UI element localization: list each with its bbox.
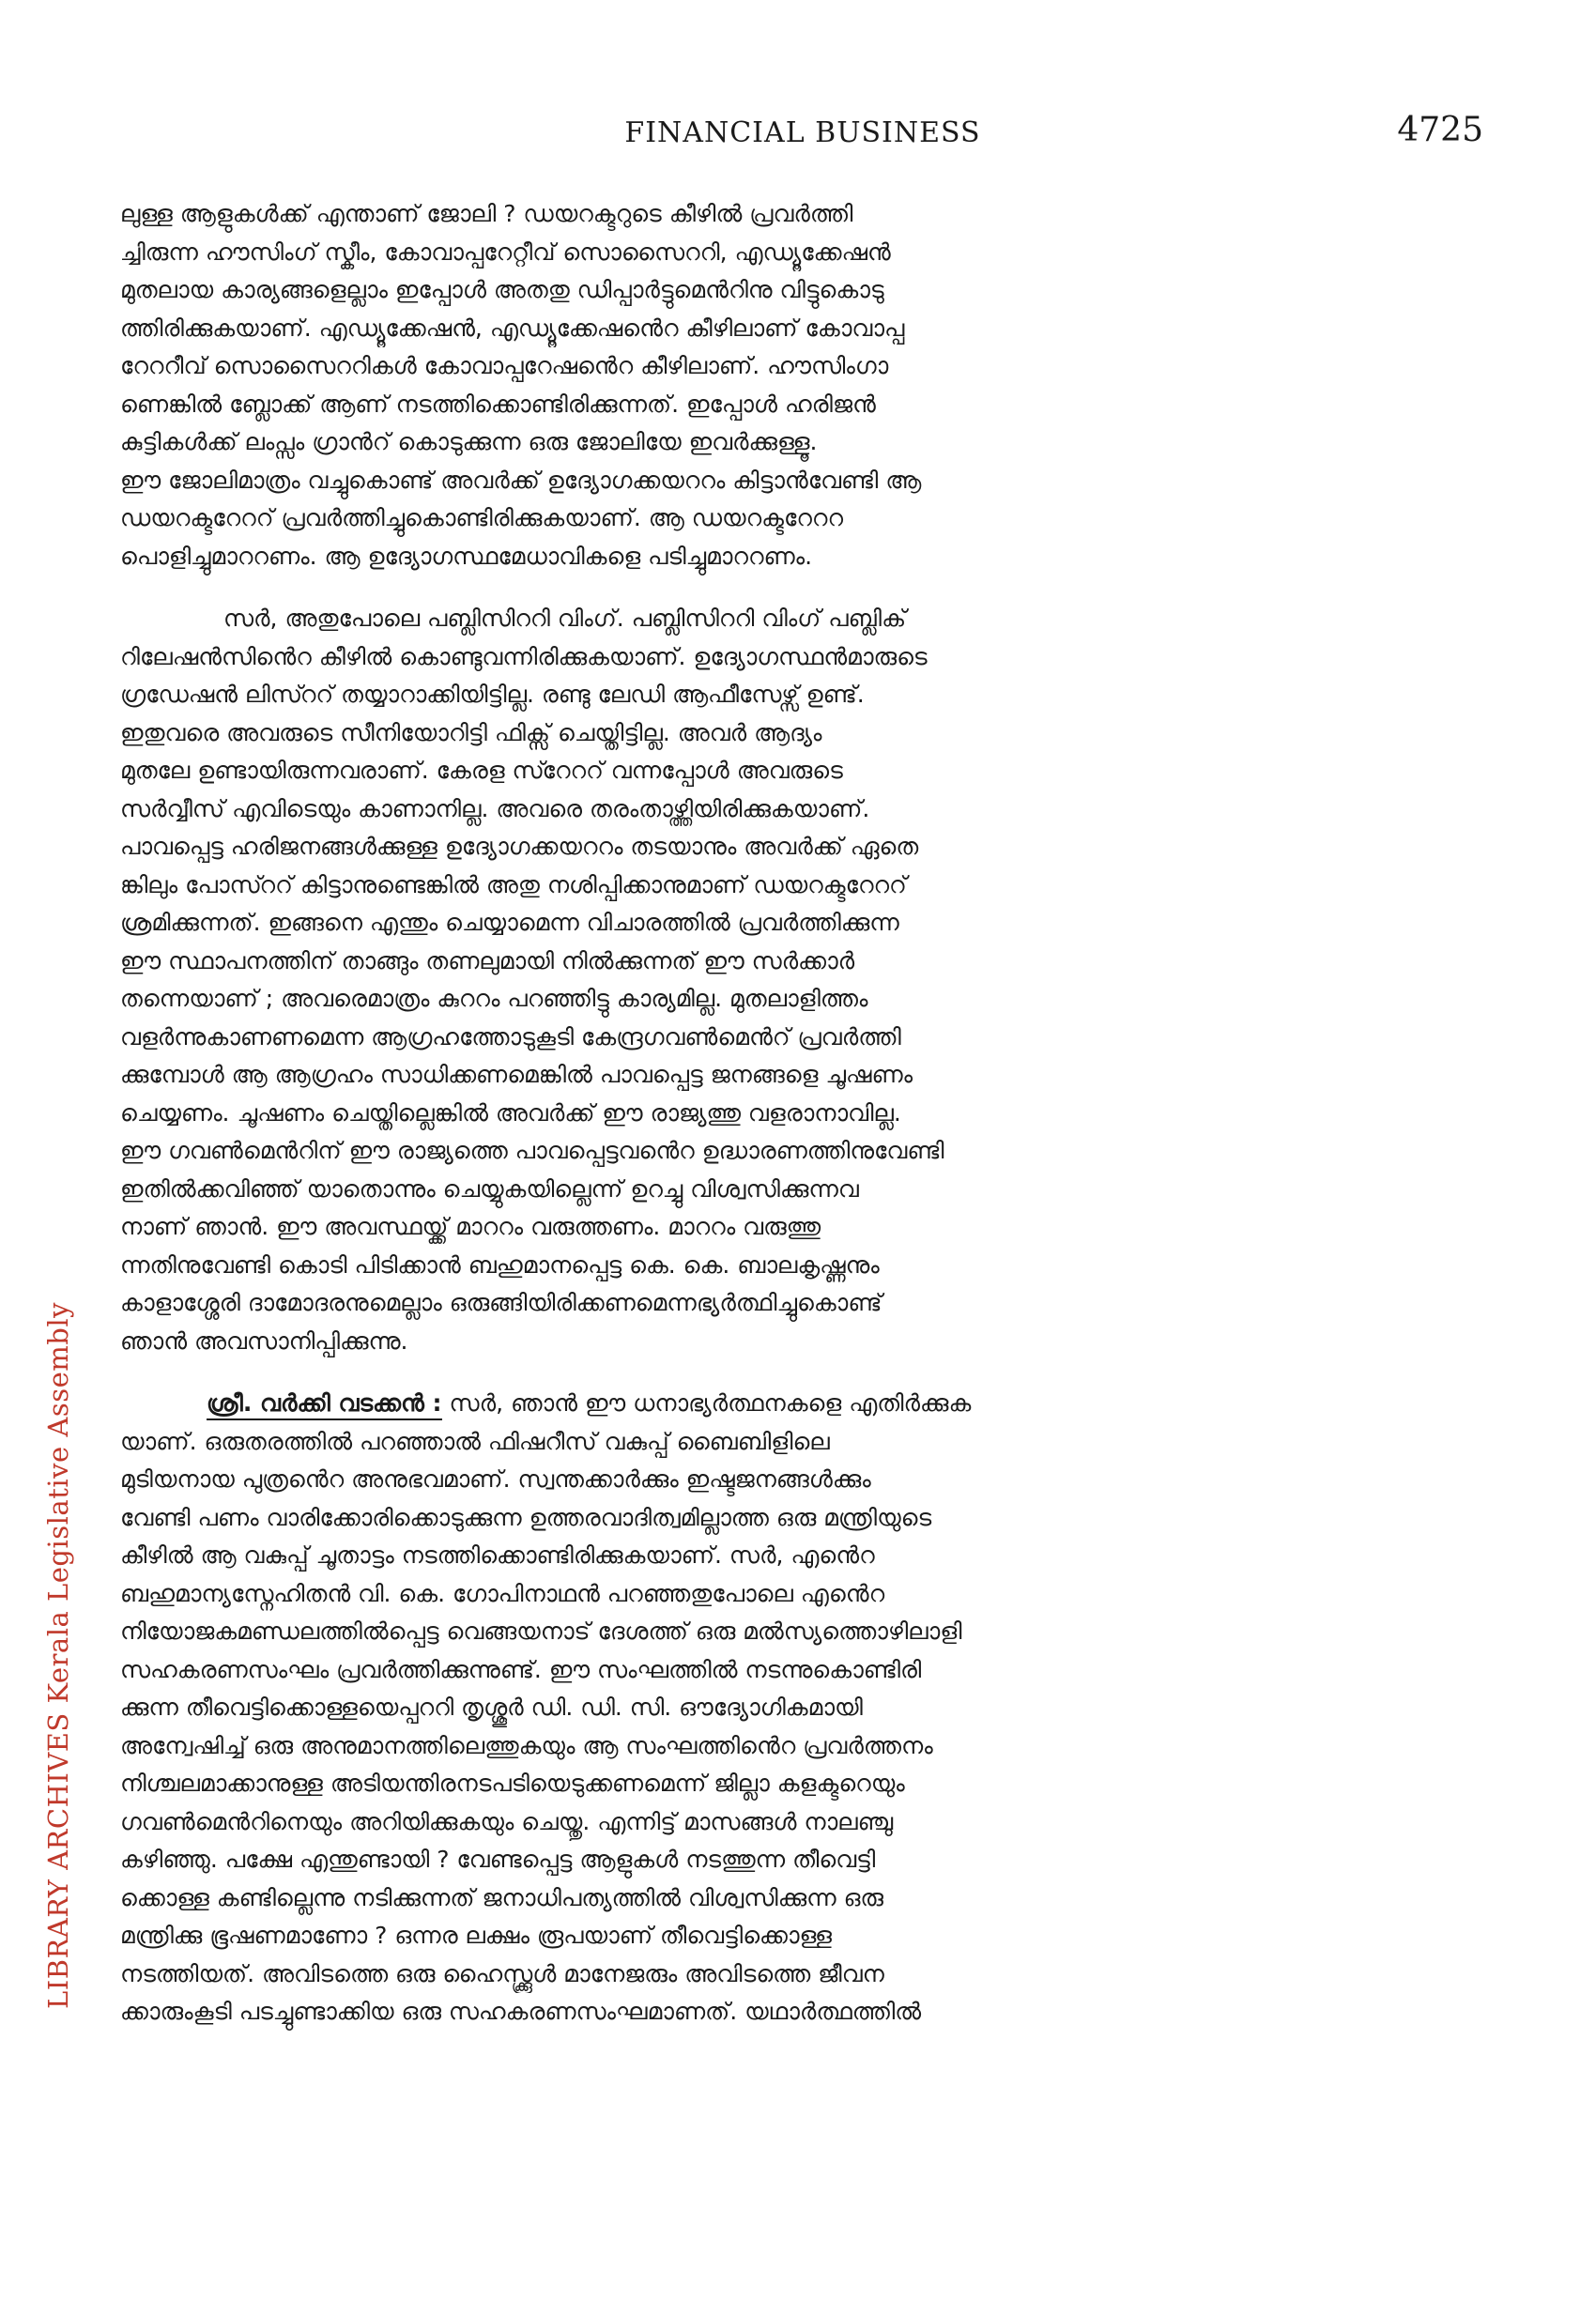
header-title: FINANCIAL BUSINESS <box>624 116 981 149</box>
text-line: കഴിഞ്ഞു. പക്ഷേ എന്തുണ്ടായി ? വേണ്ടപ്പെട്ട ആളുകൾ നടത്തുന്ന തീവെട്ടി <box>120 1846 876 1873</box>
text-line: ണെങ്കിൽ ബ്ലോക്ക് ആണ് നടത്തിക്കൊണ്ടിരിക്കുന്നത്. ഇപ്പോൾ ഹരിജൻ <box>120 390 876 418</box>
text-line: നാണ് ഞാൻ. ഈ അവസ്ഥയ്ക്ക് മാററം വരുത്തണം. മാററം വരുത്തു <box>120 1213 821 1240</box>
text-line: ബഹുമാന്യസ്നേഹിതൻ വി. കെ. ഗോപിനാഥൻ പറഞ്ഞതുപോലെ എൻെറ <box>120 1579 885 1607</box>
text-line: ക്കുന്ന തീവെട്ടിക്കൊള്ളയെപ്പററി തൃശ്ശൂർ ഡി. ഡി. സി. ഔദ്യോഗികമായി <box>120 1694 863 1721</box>
text-line: ഇതിൽക്കവിഞ്ഞ് യാതൊന്നും ചെയ്യുകയില്ലെന്ന് ഉറച്ചു വിശ്വസിക്കുന്നവ <box>120 1174 859 1203</box>
text-line: കാളാശ്ശേരി ദാമോദരനുമെല്ലാം ഒരുങ്ങിയിരിക്കണമെന്നഭ്യർത്ഥിച്ചുകൊണ്ട് <box>120 1289 882 1316</box>
text-line: ങ്കിലും പോസ്ററ് കിട്ടാനുണ്ടെങ്കിൽ അതു നശിപ്പിക്കാനുമാണ് ഡയറക്ടറേററ് <box>120 870 907 898</box>
text-line: നിശ്ചലമാക്കാനുള്ള അടിയന്തിരനടപടിയെടുക്കണമെന്ന് ജില്ലാ കളക്ടറെയും <box>120 1770 905 1797</box>
text-line: സർ, അതുപോലെ പബ്ലിസിററി വിംഗ്. പബ്ലിസിററി വിംഗ് പബ്ലിക് <box>223 605 907 632</box>
text-line: നിയോജകമണ്ഡലത്തിൽപ്പെട്ട വെങ്ങയനാട് ദേശത്ത് ഒരു മൽസ്യത്തൊഴിലാളി <box>120 1618 962 1645</box>
archive-watermark: LIBRARY ARCHIVES Kerala Legislative Assembly <box>42 1302 74 2009</box>
speaker-name: ശ്രീ. വർക്കി വടക്കൻ : <box>207 1389 442 1420</box>
text-line: ലുള്ള ആളുകൾക്ക് എന്താണ് ജോലി ? ഡയറക്ടറുടെ കീഴിൽ പ്രവർത്തി <box>120 200 853 227</box>
text-line: ചെയ്യണം. ചൂഷണം ചെയ്തില്ലെങ്കിൽ അവർക്ക് ഈ രാജ്യത്തു വളരാനാവില്ല. <box>120 1098 901 1127</box>
text-line: ന്നതിനുവേണ്ടി കൊടി പിടിക്കാൻ ബഹുമാനപ്പെട്ട കെ. കെ. ബാലകൃഷ്ണനും <box>120 1250 880 1279</box>
text-line: പാവപ്പെട്ട ഹരിജനങ്ങൾക്കുള്ള ഉദ്യോഗക്കയററം തടയാനും അവർക്ക് ഏതെ <box>120 833 919 860</box>
text-line: നടത്തിയത്. അവിടത്തെ ഒരു ഹൈസ്ക്കൂൾ മാനേജരും അവിടത്തെ ജീവന <box>120 1959 884 1987</box>
text-line: യാണ്. ഒരുതരത്തിൽ പറഞ്ഞാൽ ഫിഷറീസ് വകുപ്പ് ബൈബിളിലെ <box>120 1427 830 1455</box>
text-line: ഡയറക്ടറേററ് പ്രവർത്തിച്ചുകൊണ്ടിരിക്കുകയാണ്. ആ ഡയറക്ടറേററ <box>120 504 843 531</box>
text-line: ക്കൊള്ള കണ്ടില്ലെന്നു നടിക്കുന്നത് ജനാധിപത്യത്തിൽ വിശ്വസിക്കുന്ന ഒരു <box>120 1883 884 1911</box>
text-line: അന്വേഷിച്ച് ഒരു അനുമാനത്തിലെത്തുകയും ആ സംഘത്തിൻെറ പ്രവർത്തനം <box>120 1731 933 1759</box>
text-line: ഈ ഗവൺമെൻറിന് ഈ രാജ്യത്തെ പാവപ്പെട്ടവൻെറ ഉദ്ധാരണത്തിനുവേണ്ടി <box>120 1137 944 1164</box>
text-line: മുടിയനായ പുത്രൻെറ അനുഭവമാണ്. സ്വന്തക്കാർക്കും ഇഷ്ടജനങ്ങൾക്കും <box>120 1465 871 1493</box>
text-line: വേണ്ടി പണം വാരിക്കോരിക്കൊടുക്കുന്ന ഉത്തരവാദിത്വമില്ലാത്ത ഒരു മന്ത്രിയുടെ <box>120 1503 932 1531</box>
speech-opening-line <box>120 1385 1486 1423</box>
page-number: 4725 <box>1397 111 1483 149</box>
body-text <box>120 195 1486 2032</box>
text-line: ക്കാരുംകൂടി പടച്ചുണ്ടാക്കിയ ഒരു സഹകരണസംഘമാണത്. യഥാർത്ഥത്തിൽ <box>120 1998 922 2025</box>
text-line: പൊളിച്ചുമാററണം. ആ ഉദ്യോഗസ്ഥമേധാവികളെ പടിച്ചുമാററണം. <box>120 542 813 570</box>
text-line: സർവ്വീസ് എവിടെയും കാണാനില്ല. അവരെ തരംതാഴ്ത്തിയിരിക്കുകയാണ്. <box>120 794 870 822</box>
text-line: ശ്രമിക്കുന്നത്. ഇങ്ങനെ എന്തും ചെയ്യാമെന്ന വിചാരത്തിൽ പ്രവർത്തിക്കുന്ന <box>120 909 899 936</box>
text-line: കീഴിൽ ആ വകുപ്പ് ചൂതാട്ടം നടത്തിക്കൊണ്ടിരിക്കുകയാണ്. സർ, എൻെറ <box>120 1541 875 1569</box>
text-line: ക്കുമ്പോൾ ആ ആഗ്രഹം സാധിക്കണമെങ്കിൽ പാവപ്പെട്ട ജനങ്ങളെ ചൂഷണം <box>120 1061 913 1088</box>
text-line: ഗ്രഡേഷൻ ലിസ്ററ് തയ്യാറാക്കിയിട്ടില്ല. രണ്ടു ലേഡി ആഫീസേഴ്സ് ഉണ്ട്. <box>120 681 865 708</box>
paragraph-1 <box>120 195 1486 575</box>
text-line: റേററീവ് സൊസൈററികൾ കോവാപ്പറേഷൻെറ കീഴിലാണ്. ഹൗസിംഗാ <box>120 352 889 379</box>
paragraph-3 <box>120 1385 1486 2032</box>
text-line: റിലേഷൻസിൻെറ കീഴിൽ കൊണ്ടുവന്നിരിക്കുകയാണ്. ഉദ്യോഗസ്ഥൻമാരുടെ <box>120 642 928 670</box>
text-line: ഈ സ്ഥാപനത്തിന് താങ്ങും തണലുമായി നിൽക്കുന്നത് ഈ സർക്കാർ <box>120 946 855 974</box>
text-line: ഞാൻ അവസാനിപ്പിക്കുന്നു. <box>120 1326 408 1355</box>
paragraph-2 <box>120 600 1486 1360</box>
text-line: സർ, ഞാൻ ഈ ധനാഭ്യർത്ഥനകളെ എതിർക്കുക <box>449 1389 972 1417</box>
text-line: മന്ത്രിക്കു ഭൂഷണമാണോ ? ഒന്നര ലക്ഷം രൂപയാണ് തീവെട്ടിക്കൊള്ള <box>120 1922 833 1949</box>
text-line: വളർന്നുകാണണമെന്ന ആഗ്രഹത്തോടുകൂടി കേന്ദ്രഗവൺമെൻറ് പ്രവർത്തി <box>120 1022 901 1050</box>
text-line: തന്നെയാണ് ; അവരെമാത്രം കുററം പറഞ്ഞിട്ടു കാര്യമില്ല. മുതലാളിത്തം <box>120 985 868 1012</box>
running-header <box>122 111 1483 158</box>
text-line: ത്തിരിക്കുകയാണ്. എഡ്യൂക്കേഷൻ, എഡ്യൂക്കേഷൻെറ കീഴിലാണ് കോവാപ്പ <box>120 314 905 342</box>
text-line: മുതലേ ഉണ്ടായിരുന്നവരാണ്. കേരള സ്റേററ് വന്നപ്പോൾ അവരുടെ <box>120 757 843 784</box>
text-line: ച്ചിരുന്ന ഹൗസിംഗ് സ്കീം, കോവാപ്പറേറ്റീവ് സൊസൈററി, എഡ്യൂക്കേഷൻ <box>120 238 891 266</box>
text-line: ഗവൺമെൻറിനെയും അറിയിക്കുകയും ചെയ്തു. എന്നിട്ട് മാസങ്ങൾ നാലഞ്ചു <box>120 1807 894 1835</box>
text-line: ഇതുവരെ അവരുടെ സീനിയോറിട്ടി ഫിക്സ് ചെയ്തിട്ടില്ല. അവർ ആദ്യം <box>120 718 822 746</box>
text-line: മുതലായ കാര്യങ്ങളെല്ലാം ഇപ്പോൾ അതതു ഡിപ്പാർട്ടുമെൻറിനു വിട്ടുകൊടു <box>120 276 884 303</box>
text-line: കുട്ടികൾക്ക് ലംപ്സം ഗ്രാൻറ് കൊടുക്കുന്ന ഒരു ജോലിയേ ഇവർക്കുള്ളൂ. <box>120 428 818 455</box>
text-line: സഹകരണസംഘം പ്രവർത്തിക്കുന്നുണ്ട്. ഈ സംഘത്തിൽ നടന്നുകൊണ്ടിരി <box>120 1655 922 1683</box>
text-line: ഈ ജോലിമാത്രം വച്ചുകൊണ്ട് അവർക്ക് ഉദ്യോഗക്കയററം കിട്ടാൻവേണ്ടി ആ <box>120 466 922 494</box>
